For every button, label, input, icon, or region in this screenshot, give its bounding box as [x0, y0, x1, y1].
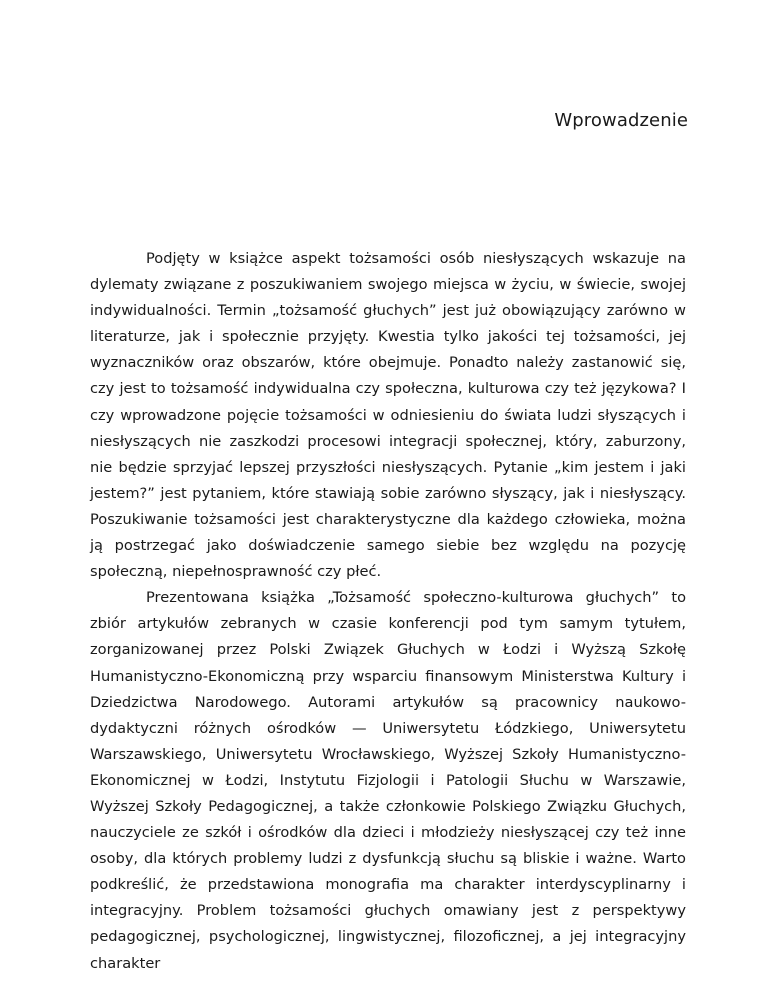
paragraph: Prezentowana książka „Tożsamość społeczno-kulturowa głuchych” to zbiór artykułów zebranych w czasie konferencji pod tym samym tytułem, zorganizowanej przez Polski Związek Głuchych w Łodzi i Wyższą Szkołę Humanistyczno-Ekonomiczną przy wsparciu finansowym Ministerstwa Kultury i Dziedzictwa Narodowego. Autorami artykułów są pracownicy naukowo-dydaktyczni różnych ośrodków — Uniwersytetu Łódzkiego, Uniwersytetu Warszawskiego, Uniwersytetu Wrocławskiego, Wyższej Szkoły Humanistyczno-Ekonomicznej w Łodzi, Instytutu Fizjologii i Patologii Słuchu w Warszawie, Wyższej Szkoły Pedagogicznej, a także członkowie Polskiego Związku Głuchych, nauczyciele ze szkół i ośrodków dla dzieci i młodzieży niesłyszącej czy też inne osoby, dla których problemy ludzi z dysfunkcją słuchu są bliskie i ważne. Warto podkreślić, że przedstawiona monografia ma charakter interdyscyplinarny i integracyjny. Problem tożsamości głuchych omawiany jest z perspektywy pedagogicznej, psychologicznej, lingwistycznej, filozoficznej, a jej integracyjny charakter	[90, 589, 686, 972]
chapter-title: Wprowadzenie	[554, 110, 688, 131]
body-text	[90, 246, 686, 977]
paragraph: Podjęty w książce aspekt tożsamości osób niesłyszących wskazuje na dylematy związane z poszukiwaniem swojego miejsca w życiu, w świecie, swojej indywidualności. Termin „tożsamość głuchych” jest już obowiązujący zarówno w literaturze, jak i społecznie przyjęty. Kwestia tylko jakości tej tożsamości, jej wyznaczników oraz obszarów, które obejmuje. Ponadto należy zastanowić się, czy jest to tożsamość indywidualna czy społeczna, kulturowa czy też językowa? I czy wprowadzone pojęcie tożsamości w odniesieniu do świata ludzi słyszących i niesłyszących nie zaszkodzi procesowi integracji społecznej, który, zaburzony, nie będzie sprzyjać lepszej przyszłości niesłyszących. Pytanie „kim jestem i jaki jestem?” jest pytaniem, które stawiają sobie zarówno słyszący, jak i niesłyszący. Poszukiwanie tożsamości jest charakterystyczne dla każdego człowieka, można ją postrzegać jako doświadczenie samego siebie bez względu na pozycję społeczną, niepełnosprawność czy płeć.	[90, 250, 686, 581]
